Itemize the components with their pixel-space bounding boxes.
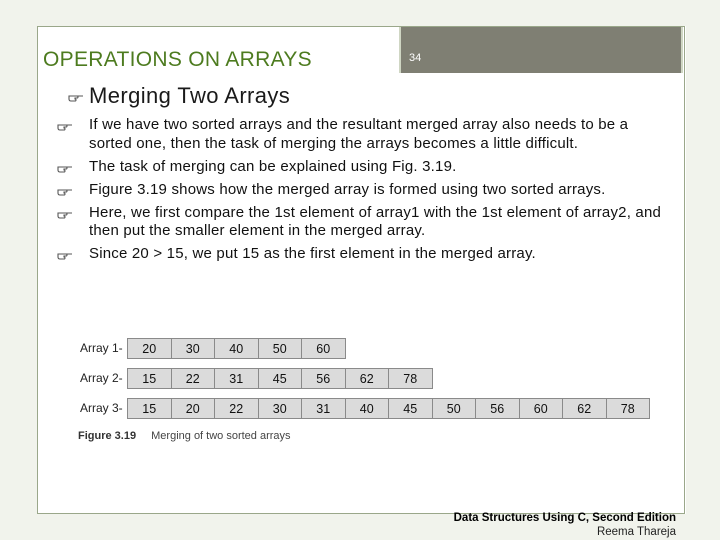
array-cell: 62	[345, 368, 390, 389]
bullet-item	[54, 204, 674, 241]
bullet-text: Figure 3.19 shows how the merged array is formed using two sorted arrays.	[89, 180, 606, 198]
hand-pointer-icon	[68, 91, 84, 103]
array-cell: 30	[171, 338, 216, 359]
section-heading: Merging Two Arrays	[89, 83, 291, 108]
bullet-text: The task of merging can be explained using Fig. 3.19.	[89, 157, 457, 175]
array-cell: 62	[562, 398, 607, 419]
bullet-text: If we have two sorted arrays and the resultant merged array also needs to be a sorted one, then the task of merging the arrays becomes a little difficult.	[89, 116, 629, 152]
array-cell: 20	[171, 398, 216, 419]
array-cell: 15	[127, 398, 172, 419]
page-number-box	[399, 27, 683, 73]
array-cells	[128, 338, 346, 359]
array-cell: 60	[301, 338, 346, 359]
array-cell: 30	[258, 398, 303, 419]
bullet-text: Since 20 > 15, we put 15 as the first element in the merged array.	[89, 245, 536, 262]
bullet-item	[54, 245, 674, 264]
array-cell: 40	[345, 398, 390, 419]
array-label: Array 1-	[80, 341, 123, 355]
array-cell: 56	[301, 368, 346, 389]
bullet-item	[54, 181, 674, 200]
array-cell: 56	[475, 398, 520, 419]
bullet-item	[54, 116, 674, 153]
array-cell: 31	[301, 398, 346, 419]
array-cell: 22	[171, 368, 216, 389]
array-cell: 50	[432, 398, 477, 419]
array-cell: 40	[214, 338, 259, 359]
array-cell: 20	[127, 338, 172, 359]
array-cells	[128, 368, 433, 389]
bullet-item	[54, 158, 674, 177]
hand-pointer-icon	[57, 162, 73, 174]
array-cell: 78	[388, 368, 433, 389]
array-cell: 22	[214, 398, 259, 419]
array-cell: 31	[214, 368, 259, 389]
hand-pointer-icon	[57, 249, 73, 261]
array-label: Array 3-	[80, 401, 123, 415]
array-cell: 78	[606, 398, 651, 419]
slide-footer	[454, 511, 676, 539]
page-number: 34	[409, 52, 422, 64]
slide-background-top	[0, 0, 720, 26]
array-cell: 15	[127, 368, 172, 389]
figure-caption-text: Merging of two sorted arrays	[151, 430, 291, 442]
array-cells	[128, 398, 650, 419]
hand-pointer-icon	[57, 208, 73, 220]
array-cell: 60	[519, 398, 564, 419]
book-title: Data Structures Using C, Second Edition	[453, 512, 676, 524]
hand-pointer-icon	[57, 185, 73, 197]
array-cell: 45	[258, 368, 303, 389]
bullet-list	[54, 116, 674, 268]
array-cell: 45	[388, 398, 433, 419]
hand-pointer-icon	[57, 120, 73, 132]
bullet-text: Here, we first compare the 1st element of array1 with the 1st element of array2, and then put the smaller element in the merged array.	[89, 203, 662, 239]
author-name: Reema Thareja	[596, 526, 676, 538]
figure-caption	[78, 430, 291, 442]
slide-background-right	[686, 0, 720, 540]
slide-title: OPERATIONS ON ARRAYS	[43, 48, 312, 71]
figure-number: Figure 3.19	[78, 430, 137, 442]
slide-background-left	[0, 0, 37, 540]
array-cell: 50	[258, 338, 303, 359]
array-label: Array 2-	[80, 371, 123, 385]
